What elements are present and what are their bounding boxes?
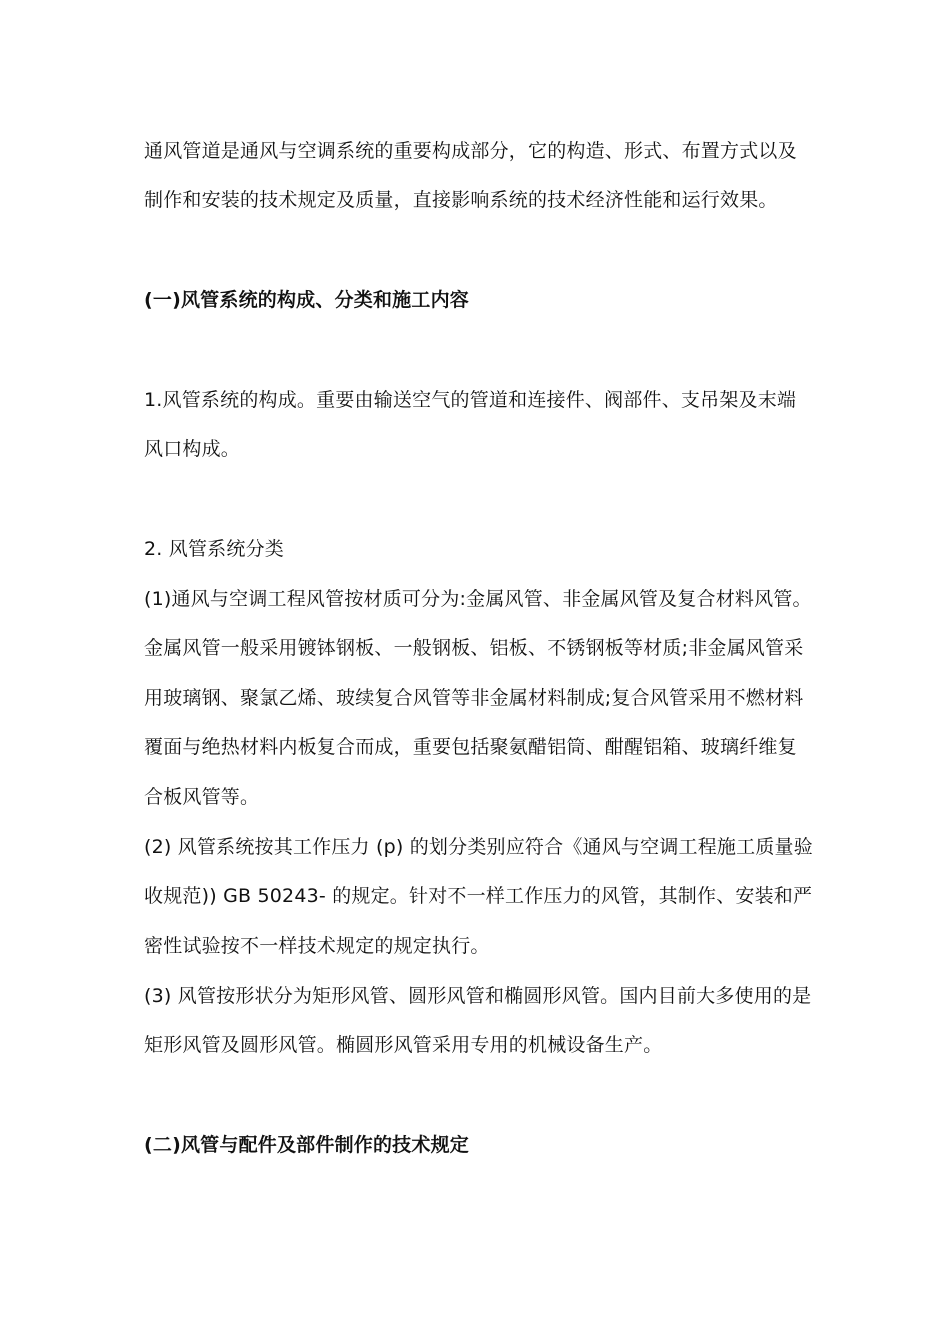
- intro-line-1: 通风管道是通风与空调系统的重要构成部分，它的构造、形式、布置方式以及: [144, 140, 797, 162]
- intro-line-2: 制作和安装的技术规定及质量，直接影响系统的技术经济性能和运行效果。: [144, 189, 778, 211]
- item-2-2-line-1: (2) 风管系统按其工作压力 (p) 的划分类别应符合《通风与空调工程施工质量验: [144, 836, 813, 858]
- item-2-2-line-2: 收规范)) GB 50243- 的规定。针对不一样工作压力的风管，其制作、安装和严: [144, 885, 813, 907]
- item-2-1-line-3: 用玻璃钢、聚氯乙烯、玻续复合风管等非金属材料制成;复合风管采用不燃材料: [144, 687, 804, 709]
- section-1-heading: (一)风管系统的构成、分类和施工内容: [144, 289, 469, 311]
- item-2-heading: 2. 风管系统分类: [144, 538, 284, 560]
- item-2-2-line-3: 密性试验按不一样技术规定的规定执行。: [144, 935, 490, 957]
- item-2-1-line-2: 金属风管一般采用镀钵钢板、一般钢板、铝板、不锈钢板等材质;非金属风管采: [144, 637, 804, 659]
- item-1-line-2: 风口构成。: [144, 438, 241, 460]
- item-2-3-line-2: 矩形风管及圆形风管。椭圆形风管采用专用的机械设备生产。: [144, 1034, 663, 1056]
- item-2-1-line-4: 覆面与绝热材料内板复合而成，重要包括聚氨醋铝筒、酣醒铝箱、玻璃纤维复: [144, 736, 797, 758]
- item-2-1-line-1: (1)通风与空调工程风管按材质可分为:金属风管、非金属风管及复合材料风管。: [144, 588, 812, 610]
- item-2-1-line-5: 合板风管等。: [144, 786, 260, 808]
- item-2-3-line-1: (3) 风管按形状分为矩形风管、圆形风管和椭圆形风管。国内目前大多使用的是: [144, 985, 812, 1007]
- item-1-line-1: 1.风管系统的构成。重要由输送空气的管道和连接件、阀部件、支吊架及末端: [144, 389, 797, 411]
- section-2-heading: (二)风管与配件及部件制作的技术规定: [144, 1134, 469, 1156]
